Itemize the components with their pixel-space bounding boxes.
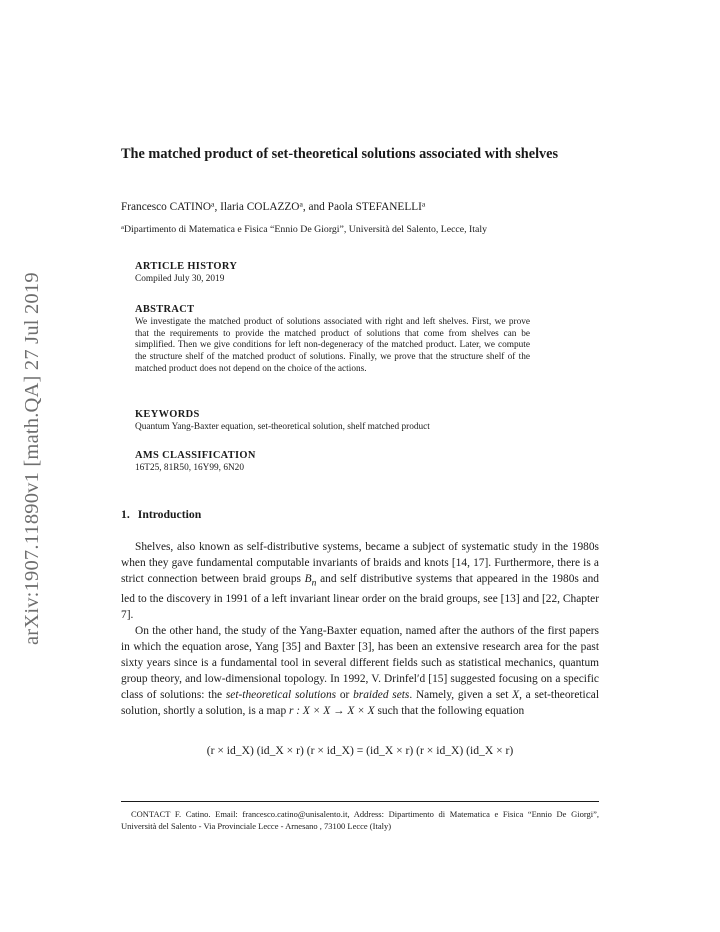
emphasis: set-theoretical solutions xyxy=(225,689,337,702)
intro-paragraph-2 xyxy=(121,623,599,719)
paragraph-text: or xyxy=(336,689,354,702)
section-heading xyxy=(121,508,201,521)
author-name: , Ilaria COLAZZO xyxy=(214,201,300,213)
paragraph-text: , a set-theoretical solution, shortly a solution, is a map xyxy=(121,689,599,718)
math-symbol: B xyxy=(304,573,312,586)
author-name: , and Paola STEFANELLI xyxy=(302,201,422,213)
ams-classification-heading: AMS CLASSIFICATION xyxy=(135,450,256,461)
abstract-heading: ABSTRACT xyxy=(135,304,195,315)
footnote-rule xyxy=(121,801,599,802)
article-history-text: Compiled July 30, 2019 xyxy=(135,274,225,284)
author-list xyxy=(121,201,425,213)
emphasis: braided sets xyxy=(353,689,410,702)
paragraph-text: and self distributive systems that appeared in the 1980s and led to the discovery in 1991 of a left invariant linear order on the braid groups, see [13] and [22, Chapter 7]. xyxy=(121,573,599,622)
paper-title: The matched product of set-theoretical solutions associated with shelves xyxy=(121,146,559,162)
section-number: 1. xyxy=(121,508,130,521)
keywords-heading: KEYWORDS xyxy=(135,409,200,420)
article-history-block xyxy=(135,260,530,286)
abstract-text: We investigate the matched product of solutions associated with right and left shelves. First, we prove that the requirements to provide the matched product of solutions that come from shelves can be simplified. Then we give conditions for left non-degeneracy of the matched product. Later, we compute the structure shelf of the matched product of solutions. Finally, we prove that the structure shelf of the matched product does not depend on the choice of the actions. xyxy=(135,317,530,374)
math-symbol: X xyxy=(512,689,520,702)
yang-baxter-equation: (r × id_X) (id_X × r) (r × id_X) = (id_X × r) (r × id_X) (id_X × r) xyxy=(206,744,514,757)
affiliation-mark: a xyxy=(121,224,124,232)
section-title: Introduction xyxy=(137,508,202,521)
author-name: Francesco CATINO xyxy=(121,201,212,213)
keywords-text: Quantum Yang-Baxter equation, set-theoretical solution, shelf matched product xyxy=(135,422,430,432)
ams-classification-block xyxy=(135,449,530,475)
affiliation xyxy=(121,224,487,235)
paragraph-text: . Namely, given a set xyxy=(409,689,513,702)
ams-classification-text: 16T25, 81R50, 16Y99, 6N20 xyxy=(135,463,244,473)
math-subscript: n xyxy=(311,578,317,589)
paragraph-text: On the other hand, the study of the Yang-Baxter equation, named after the authors of the first papers in which the equation arose, Yang [35] and Baxter [3], has been an extensive research area for the past sixty years since is a fundamental tool in several different fields such as statistical mechanics, quantum group theory, and low-dimensional topology. In 1992, V. Drinfel′d [15] suggested focusing on a specific class of solutions: the xyxy=(121,625,599,702)
paragraph-text: such that the following equation xyxy=(374,705,525,718)
affiliation-mark: a xyxy=(421,199,426,209)
affiliation-mark: a xyxy=(299,199,303,209)
intro-paragraph-1 xyxy=(121,539,599,624)
abstract-block xyxy=(135,303,530,376)
math-map: r : X × X → X × X xyxy=(289,705,375,718)
keywords-block xyxy=(135,408,530,434)
arxiv-identifier: arXiv:1907.11890v1 [math.QA] 27 Jul 2019 xyxy=(21,272,43,645)
contact-footnote: CONTACT F. Catino. Email: francesco.catino@unisalento.it, Address: Dipartimento di Matematica e Fisica “Ennio De Giorgi”, Università del Salento - Via Provinciale Lecce - Arnesano , 73100 Lecce (Italy) xyxy=(121,809,599,832)
affiliation-text: Dipartimento di Matematica e Fisica “Ennio De Giorgi”, Università del Salento, Lecce, Italy xyxy=(123,224,487,235)
paragraph-text: Shelves, also known as self-distributive systems, became a subject of systematic study in the 1980s when they gave fundamental computable invariants of braids and knots [14, 17]. Furthermore, there is a strict connection between braid groups xyxy=(121,541,599,586)
article-history-heading: ARTICLE HISTORY xyxy=(135,261,238,272)
affiliation-mark: a xyxy=(211,199,215,209)
